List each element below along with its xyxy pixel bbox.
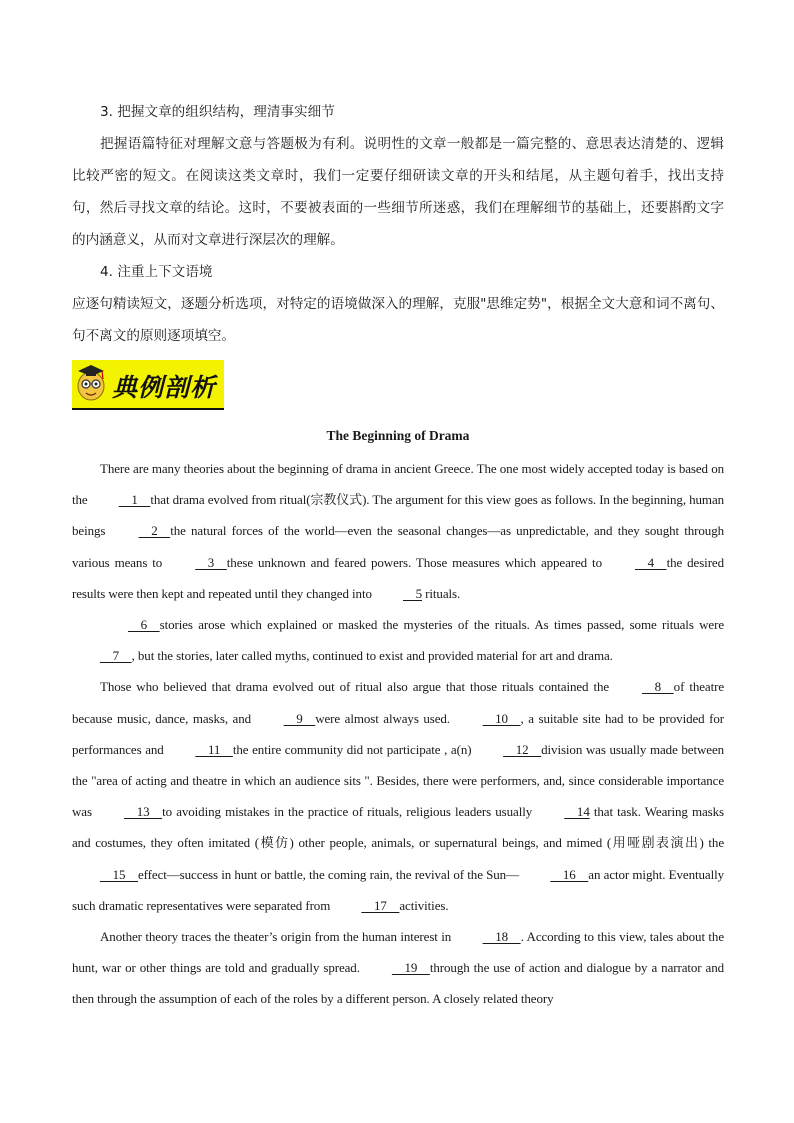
passage-text: the desired results were then kept and repeated until they changed into — [72, 554, 724, 601]
blank-15[interactable]: 15 — [100, 866, 139, 882]
tip-4-paragraph: 应逐句精读短文，逐题分析选项，对特定的语境做深入的理解，克服"思维定势"，根据全文大意和词不离句、句不离文的原则逐项填空。 — [72, 296, 724, 344]
passage-text: There are many theories about the beginning of drama in ancient Greece. The one most widely accepted today is based on the — [72, 461, 724, 508]
reading-tips-section — [72, 96, 724, 352]
passage-text: , but the stories, later called myths, continued to exist and provided material for art and drama. — [131, 648, 613, 664]
passage-paragraph-3 — [72, 671, 724, 921]
blank-1[interactable]: 1 — [118, 492, 151, 508]
passage-text: division was usually made between the "area of acting and theatre in which an audience sits ". Besides, there were performers, and, since considerable importance was — [72, 741, 725, 820]
article-title: The Beginning of Drama — [326, 428, 470, 443]
blank-10[interactable]: 10 — [482, 710, 521, 726]
cloze-passage — [72, 453, 724, 1015]
blank-13[interactable]: 13 — [124, 804, 163, 820]
passage-text: that task. Wearing masks and costumes, they often imitated (模仿) other people, animals, or supernatural beings, and mimed (用哑剧表演出) the — [72, 804, 724, 851]
blank-5[interactable]: 5 — [403, 585, 423, 601]
document-page — [72, 96, 724, 1015]
passage-paragraph-1 — [72, 453, 724, 609]
passage-text: . According to this view, tales about the hunt, war or other things are told and gradually spread. — [72, 929, 725, 976]
passage-text: through the use of action and dialogue by a narrator and then through the assumption of each of the roles by a different person. A closely related theory — [72, 960, 725, 1007]
blank-6[interactable]: 6 — [128, 617, 160, 633]
tip-3-heading: 3. 把握文章的组织结构，理清事实细节 — [100, 104, 335, 120]
passage-text: the entire community did not participate , a(n) — [232, 741, 476, 757]
passage-paragraph-2 — [72, 609, 724, 671]
passage-text: Those who believed that drama evolved out of ritual also argue that those rituals contained the — [100, 679, 615, 695]
blank-8[interactable]: 8 — [642, 679, 674, 695]
blank-17[interactable]: 17 — [361, 897, 400, 913]
blank-3[interactable]: 3 — [195, 554, 227, 570]
blank-19[interactable]: 19 — [391, 960, 430, 976]
tip-4-heading: 4. 注重上下文语境 — [100, 264, 213, 280]
passage-text: stories arose which explained or masked the mysteries of the rituals. As times passed, some rituals were — [159, 617, 724, 633]
blank-14[interactable]: 14 — [564, 804, 590, 820]
passage-text: were almost always used. — [315, 710, 455, 726]
example-analysis-banner — [72, 360, 224, 410]
passage-text: rituals. — [422, 585, 461, 601]
passage-text: , a suitable site had to be provided for performances and — [72, 710, 724, 757]
blank-2[interactable]: 2 — [138, 523, 171, 539]
passage-text: that drama evolved from ritual(宗教仪式). The argument for this view goes as follows. In the beginning, human beings — [72, 492, 725, 539]
banner-label: 典例剖析 — [112, 373, 217, 402]
blank-4[interactable]: 4 — [634, 554, 667, 570]
passage-text: Another theory traces the theater’s origin from the human interest in — [100, 929, 455, 945]
graduate-mascot-icon — [76, 362, 106, 404]
passage-text: these unknown and feared powers. Those measures which appeared to — [226, 554, 607, 570]
blank-7[interactable]: 7 — [100, 648, 132, 664]
passage-text: the natural forces of the world—even the seasonal changes—as unpredictable, and they sought through various means to — [72, 523, 724, 570]
passage-paragraph-4 — [72, 921, 724, 1015]
passage-text: an actor might. Eventually such dramatic representatives were separated from — [72, 866, 725, 913]
passage-text: activities. — [399, 897, 449, 913]
blank-9[interactable]: 9 — [283, 710, 316, 726]
blank-18[interactable]: 18 — [482, 929, 521, 945]
passage-text: effect—success in hunt or battle, the coming rain, the revival of the Sun— — [138, 866, 523, 882]
passage-text: to avoiding mistakes in the practice of rituals, religious leaders usually — [162, 804, 537, 820]
passage-text: of theatre because music, dance, masks, and — [72, 679, 724, 726]
blank-12[interactable]: 12 — [503, 741, 542, 757]
blank-16[interactable]: 16 — [550, 866, 589, 882]
blank-11[interactable]: 11 — [195, 741, 233, 757]
tip-3-paragraph: 把握语篇特征对理解文意与答题极为有利。说明性的文章一般都是一篇完整的、意思表达清楚的、逻辑比较严密的短文。在阅读这类文章时，我们一定要仔细研读文章的开头和结尾，从主题句着手，找出支持句，然后寻找文章的结论。这时，不要被表面的一些细节所迷惑，我们在理解细节的基础上，还要斟酌文字的内涵意义，从而对文章进行深层次的理解。 — [72, 136, 724, 248]
